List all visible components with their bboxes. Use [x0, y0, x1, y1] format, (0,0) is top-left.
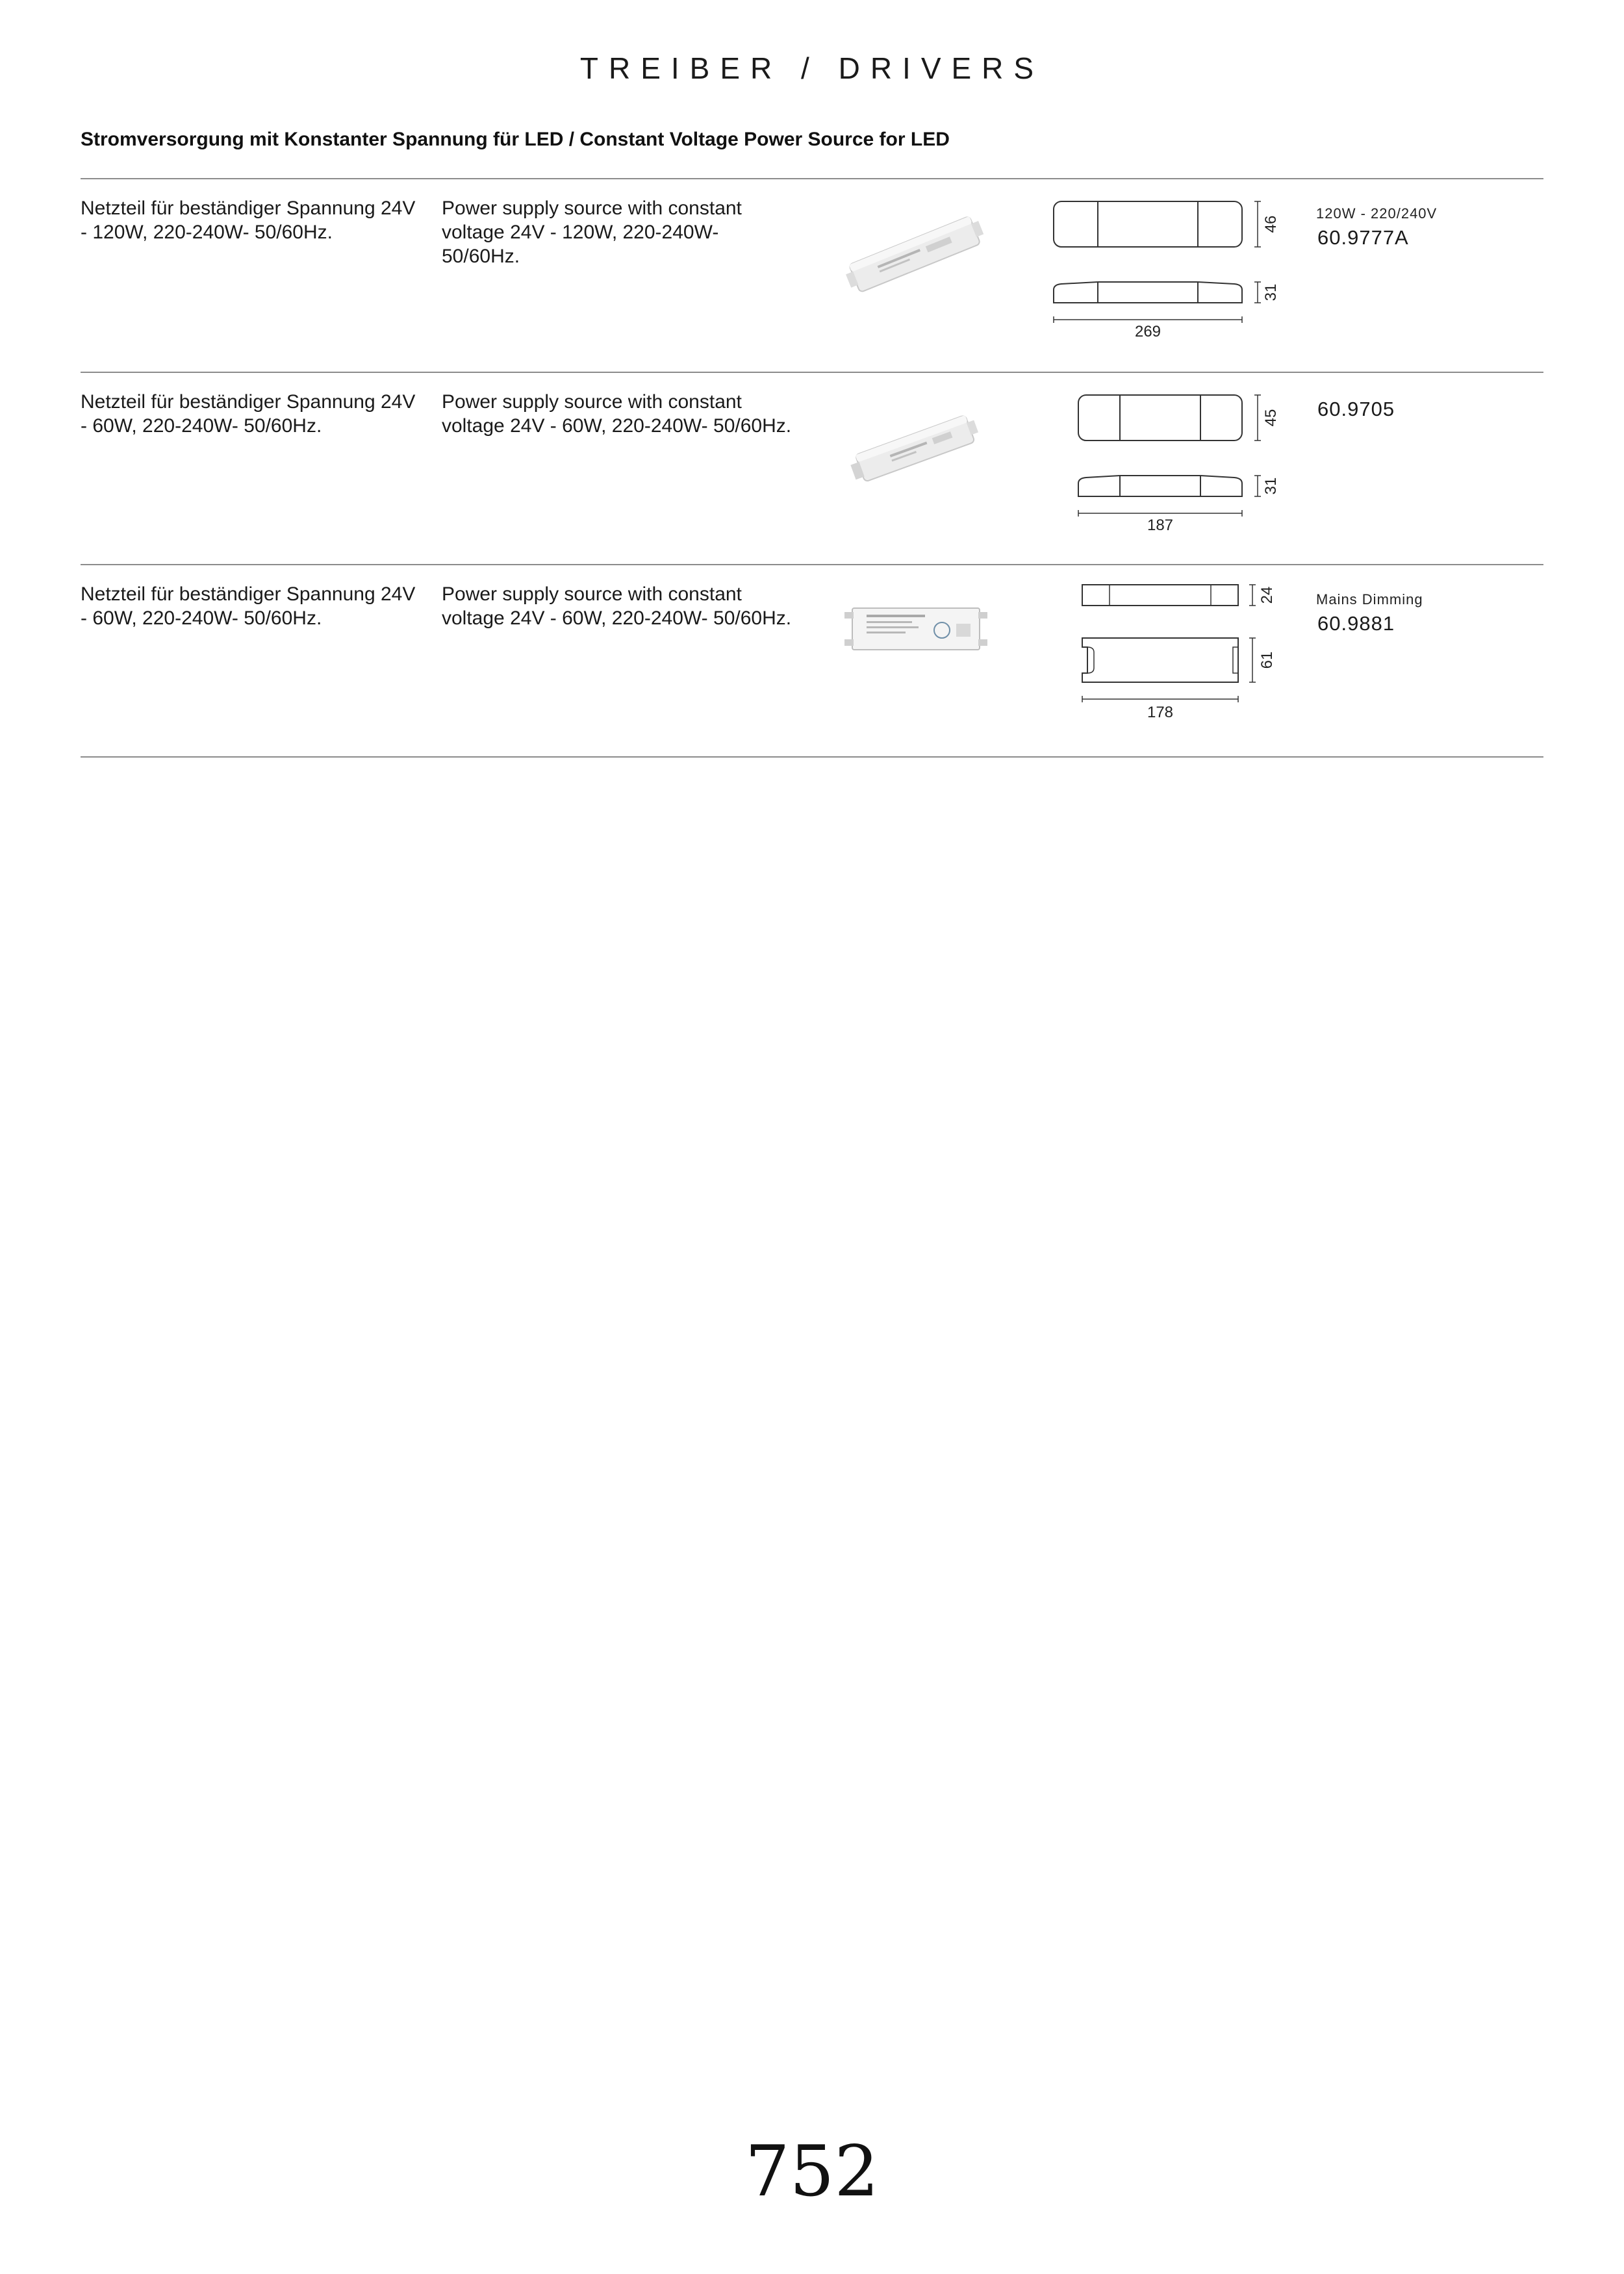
- product-spec: Mains Dimming: [1316, 591, 1423, 607]
- length-dimension: 187: [1147, 517, 1174, 534]
- page-number: 752: [744, 2131, 880, 2212]
- product-code: 60.9705: [1317, 398, 1395, 420]
- width-dimension: 61: [1258, 651, 1276, 669]
- driver-photo-icon: [838, 392, 994, 509]
- length-dimension: 269: [1134, 323, 1161, 340]
- dimension-drawing: [1039, 578, 1299, 747]
- driver-photo-icon: [838, 585, 994, 702]
- width-dimension: 46: [1262, 215, 1280, 233]
- divider: [81, 756, 1543, 758]
- description-german: Netzteil für beständiger Spannung 24V - 120W, 220-240W- 50/60Hz.: [81, 198, 416, 243]
- description-english: Power supply source with constant voltage 24V - 60W, 220-240W- 50/60Hz.: [442, 391, 792, 437]
- driver-photo-icon: [838, 199, 994, 316]
- length-dimension: 178: [1147, 704, 1174, 721]
- product-spec: 120W - 220/240V: [1316, 205, 1438, 222]
- width-dimension: 45: [1262, 409, 1280, 427]
- section-heading: Stromversorgung mit Konstanter Spannung für LED / Constant Voltage Power Source for LED: [81, 129, 950, 150]
- height-dimension: 31: [1262, 283, 1280, 301]
- description-english: Power supply source with constant voltage 24V - 120W, 220-240W- 50/60Hz.: [442, 198, 742, 267]
- product-row: [0, 373, 1624, 565]
- description-english: Power supply source with constant voltage 24V - 60W, 220-240W- 50/60Hz.: [442, 583, 792, 629]
- product-row: [0, 179, 1624, 372]
- height-dimension: 31: [1262, 477, 1280, 495]
- dimension-drawing: [1039, 192, 1299, 361]
- dimension-drawing: [1039, 386, 1299, 555]
- height-dimension: 24: [1258, 586, 1276, 604]
- page-title: TREIBER / DRIVERS: [579, 51, 1045, 85]
- product-row: [0, 565, 1624, 758]
- description-german: Netzteil für beständiger Spannung 24V - 60W, 220-240W- 50/60Hz.: [81, 583, 416, 629]
- description-german: Netzteil für beständiger Spannung 24V - 60W, 220-240W- 50/60Hz.: [81, 391, 416, 437]
- product-code: 60.9881: [1317, 612, 1395, 635]
- product-code: 60.9777A: [1317, 226, 1409, 249]
